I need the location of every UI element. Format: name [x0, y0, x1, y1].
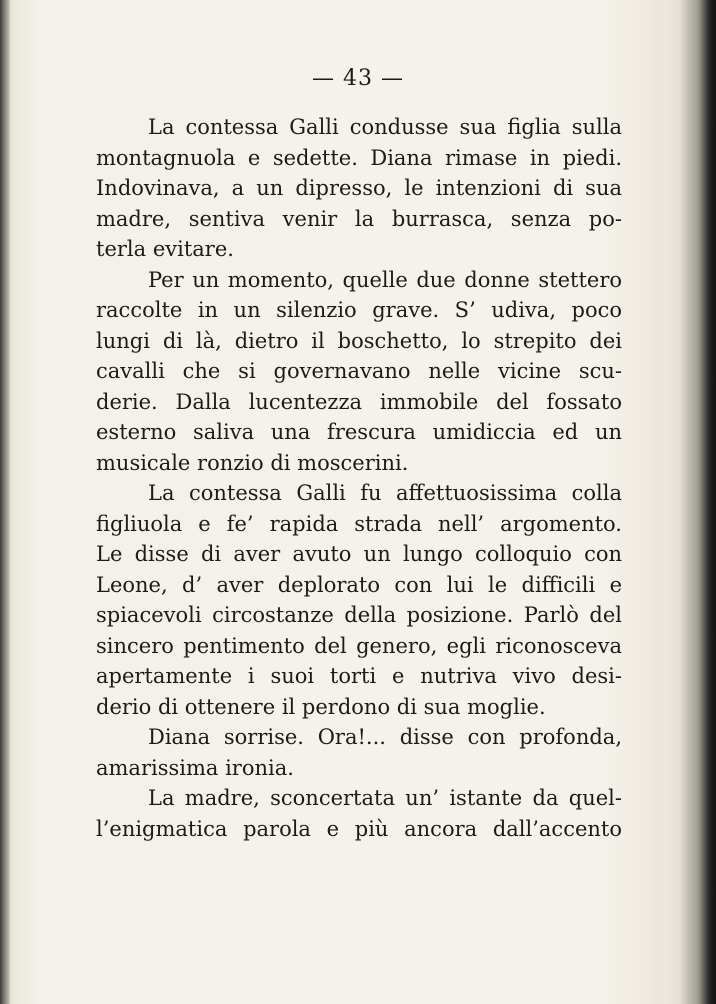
text-line: Leone, d’ aver deplorato con lui le difficili e — [96, 572, 622, 597]
paragraph-5 — [96, 783, 622, 844]
text-line: l’enigmatica parola e più ancora dall’accento — [96, 816, 622, 841]
text-line: montagnuola e sedette. Diana rimase in piedi. — [96, 145, 622, 170]
paragraph-3 — [96, 478, 622, 722]
body-text — [96, 112, 622, 844]
page-edge-shadow — [680, 0, 716, 1004]
text-line: terla evitare. — [96, 237, 234, 261]
page-binding-shadow — [0, 0, 10, 1004]
text-line: Per un momento, quelle due donne stettero — [148, 267, 622, 292]
text-line: La contessa Galli condusse sua figlia sulla — [148, 115, 622, 139]
text-line: madre, sentiva venir la burrasca, senza po- — [96, 206, 622, 231]
text-line: figliuola e fe’ rapida strada nell’ argomento. — [96, 511, 622, 536]
text-line: La contessa Galli fu affettuosissima colla — [148, 481, 622, 505]
paragraph-1 — [96, 112, 622, 265]
text-line: apertamente i suoi torti e nutriva vivo desi- — [96, 664, 622, 688]
paragraph-2 — [96, 265, 622, 479]
text-line: derio di ottenere il perdono di sua moglie. — [96, 694, 546, 719]
text-line: Diana sorrise. Ora!... disse con profonda, — [148, 725, 622, 749]
text-line: derie. Dalla lucentezza immobile del fossato — [96, 389, 622, 414]
text-line: Indovinava, a un dipresso, le intenzioni di sua — [96, 176, 622, 200]
text-line: musicale ronzio di moscerini. — [96, 450, 409, 475]
text-line: sincero pentimento del genero, egli riconosceva — [96, 633, 622, 658]
text-line: esterno saliva una frescura umidiccia ed un — [96, 420, 622, 444]
page-number: — 43 — — [312, 66, 404, 91]
text-line: lungi di là, dietro il boschetto, lo strepito dei — [96, 328, 622, 353]
text-line: La madre, sconcertata un’ istante da quel- — [148, 786, 622, 810]
text-line: spiacevoli circostanze della posizione. Parlò del — [96, 603, 622, 627]
text-line: Le disse di aver avuto un lungo colloquio con — [96, 542, 622, 566]
paragraph-4 — [96, 722, 622, 783]
text-line: amarissima ironia. — [96, 755, 294, 780]
text-line: raccolte in un silenzio grave. S’ udiva, poco — [96, 298, 622, 322]
text-line: cavalli che si governavano nelle vicine scu- — [96, 359, 622, 383]
